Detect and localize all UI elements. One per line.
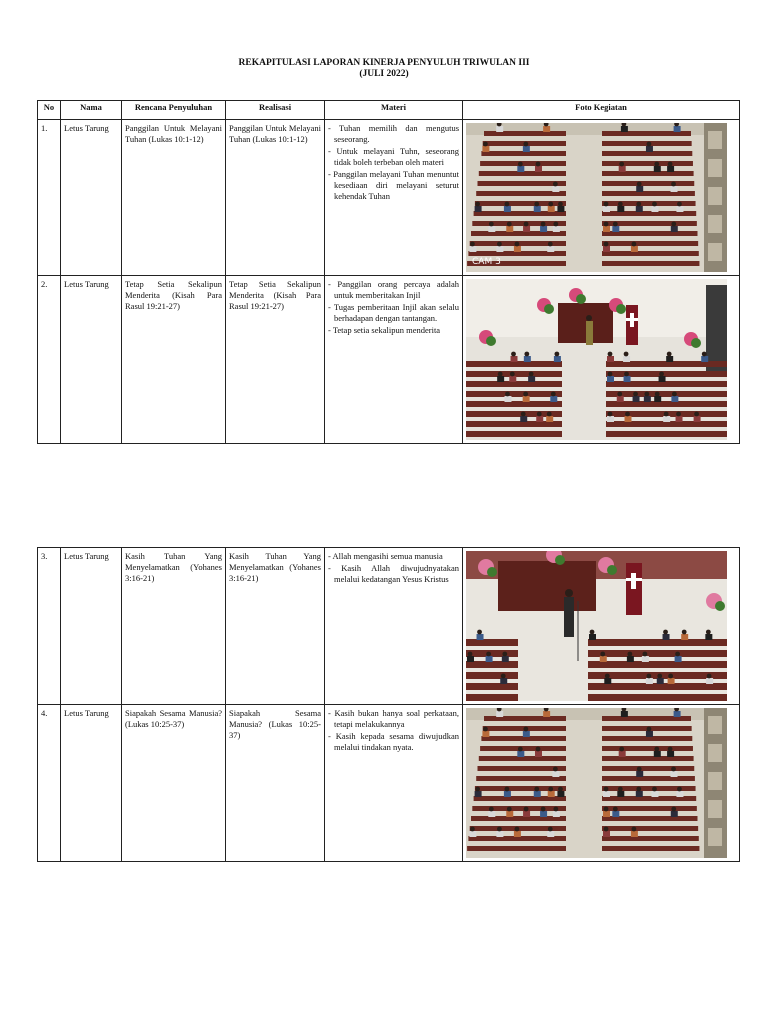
cell-rencana: Panggilan Untuk Melayani Tuhan (Lukas 10:1-12) (122, 120, 226, 276)
table-row (38, 705, 740, 862)
table-header-row (38, 101, 740, 120)
cell-nama: Letus Tarung (61, 276, 122, 444)
cell-nama: Letus Tarung (61, 705, 122, 862)
photo-congregation-overview (466, 123, 727, 272)
cell-foto (463, 548, 740, 705)
cell-rencana: Kasih Tuhan Yang Menyelamatkan (Yohanes 3:16-21) (122, 548, 226, 705)
col-header-no: No (38, 101, 61, 120)
cell-no: 3. (38, 548, 61, 705)
report-table-1 (37, 100, 740, 444)
col-header-nama: Nama (61, 101, 122, 120)
cell-realisasi: Siapakah Sesama Manusia? (Lukas 10:25-37) (226, 705, 325, 862)
materi-item: - Kasih Allah diwujudnyatakan melalui kedatangan Yesus Kristus (328, 563, 459, 585)
materi-item: - Kasih bukan hanya soal perkataan, tetapi melakukannya (328, 708, 459, 730)
report-table-2 (37, 547, 740, 862)
materi-list (328, 708, 459, 753)
cell-nama: Letus Tarung (61, 548, 122, 705)
cell-materi (325, 276, 463, 444)
cell-no: 1. (38, 120, 61, 276)
activity-photo (466, 123, 727, 272)
activity-photo (466, 551, 727, 701)
materi-item: - Untuk melayani Tuhn, seseorang tidak boleh terbeban oleh materi (328, 146, 459, 168)
cell-materi (325, 705, 463, 862)
cell-rencana: Siapakah Sesama Manusia? (Lukas 10:25-37) (122, 705, 226, 862)
materi-item: - Panggilan orang percaya adalah untuk memberitakan Injil (328, 279, 459, 301)
cell-no: 2. (38, 276, 61, 444)
cell-foto (463, 705, 740, 862)
photo-speaker-podium (466, 551, 727, 701)
table-row (38, 548, 740, 705)
cell-realisasi: Kasih Tuhan Yang Menyelamatkan (Yohanes 3:16-21) (226, 548, 325, 705)
cell-materi (325, 548, 463, 705)
col-header-realisasi: Realisasi (226, 101, 325, 120)
materi-list (328, 123, 459, 202)
cell-rencana: Tetap Setia Sekalipun Menderita (Kisah Para Rasul 19:21-27) (122, 276, 226, 444)
materi-item: - Kasih kepada sesama diwujudkan melalui tindakan nyata. (328, 731, 459, 753)
table-row (38, 276, 740, 444)
report-title (0, 58, 768, 80)
materi-list (328, 279, 459, 336)
materi-list (328, 551, 459, 585)
col-header-materi: Materi (325, 101, 463, 120)
title-line-1: REKAPITULASI LAPORAN KINERJA PENYULUH TRIWULAN III (238, 58, 530, 68)
cell-foto (463, 120, 740, 276)
cell-materi (325, 120, 463, 276)
cell-foto (463, 276, 740, 444)
cell-nama: Letus Tarung (61, 120, 122, 276)
materi-item: - Tetap setia sekalipun menderita (328, 325, 459, 336)
col-header-foto: Foto Kegiatan (463, 101, 740, 120)
activity-photo (466, 708, 727, 858)
photo-altar-speaker (466, 279, 727, 440)
cell-realisasi: Panggilan Untuk Melayani Tuhan (Lukas 10:1-12) (226, 120, 325, 276)
cell-no: 4. (38, 705, 61, 862)
materi-item: - Tuhan memilih dan mengutus seseorang. (328, 123, 459, 145)
materi-item: - Tugas pemberitaan Injil akan selalu berhadapan dengan tantangan. (328, 302, 459, 324)
materi-item: - Panggilan melayani Tuhan menuntut kesediaan diri melayani seturut kehendak Tuhan (328, 169, 459, 202)
materi-item: - Allah mengasihi semua manusia (328, 551, 459, 562)
col-header-rencana: Rencana Penyuluhan (122, 101, 226, 120)
camera-label: CAM 3 (472, 257, 501, 267)
title-line-2: (JULI 2022) (359, 69, 409, 79)
cell-realisasi: Tetap Setia Sekalipun Menderita (Kisah Para Rasul 19:21-27) (226, 276, 325, 444)
activity-photo (466, 279, 727, 440)
table-row (38, 120, 740, 276)
photo-congregation-overview (466, 708, 727, 858)
